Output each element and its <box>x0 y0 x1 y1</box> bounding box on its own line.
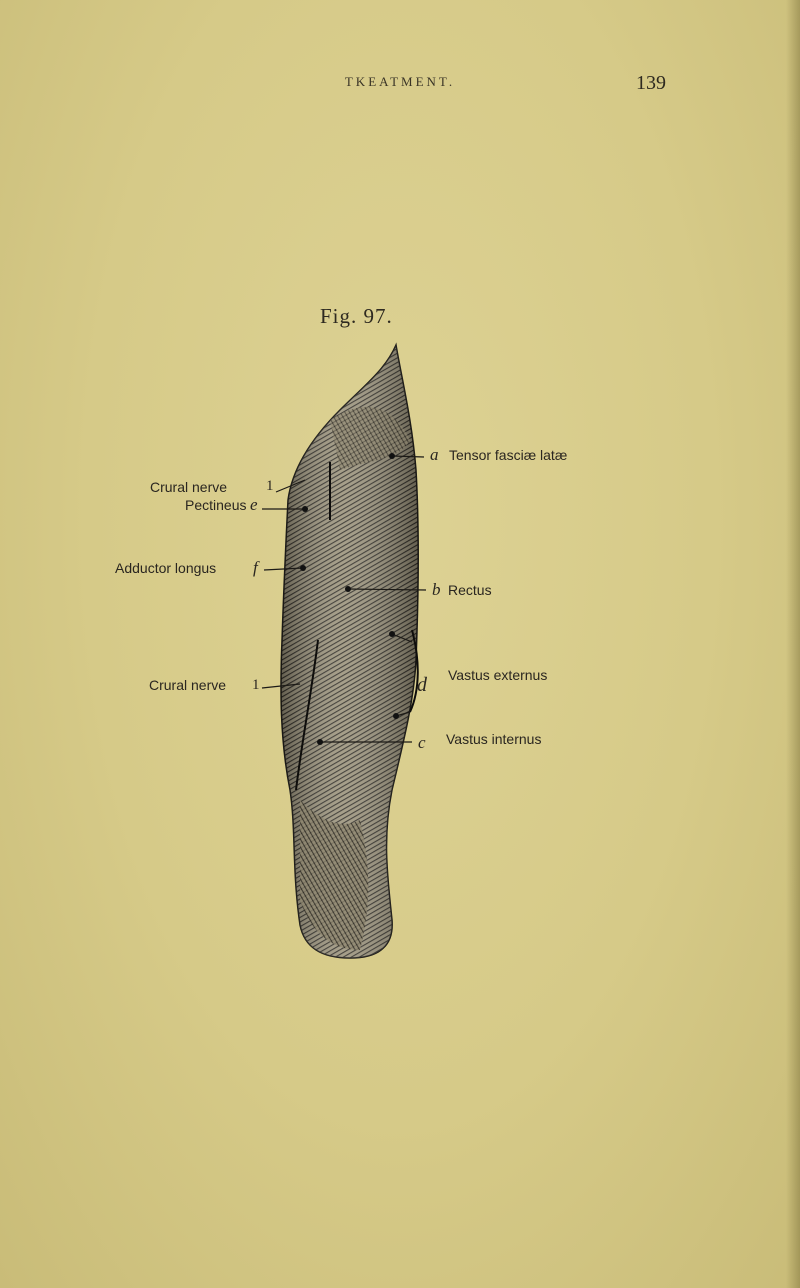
letter-vastus-externus: d <box>417 674 427 696</box>
page-number: 139 <box>636 72 666 94</box>
label-rectus: Rectus <box>448 582 492 598</box>
letter-crural-nerve-bottom: 1 <box>252 677 260 693</box>
letter-rectus: b <box>432 580 441 599</box>
label-vastus-externus: Vastus externus <box>448 667 548 683</box>
figure-title: Fig. 97. <box>320 304 393 328</box>
label-vastus-internus: Vastus internus <box>446 731 542 747</box>
letter-tensor: a <box>430 445 439 464</box>
label-crural-nerve-top: Crural nerve <box>150 479 228 495</box>
letter-pectineus: e <box>250 495 258 514</box>
label-crural-nerve-bottom: Crural nerve <box>149 677 227 693</box>
label-tensor-fasciae-latae: Tensor fasciæ latæ <box>449 447 568 463</box>
label-adductor-longus: Adductor longus <box>115 560 217 576</box>
running-head: TKEATMENT. <box>344 74 456 89</box>
letter-crural-nerve-top: 1 <box>266 478 274 494</box>
letter-adductor-longus: f <box>253 558 258 577</box>
label-pectineus: Pectineus <box>185 497 247 513</box>
letter-vastus-internus: c <box>418 733 426 752</box>
